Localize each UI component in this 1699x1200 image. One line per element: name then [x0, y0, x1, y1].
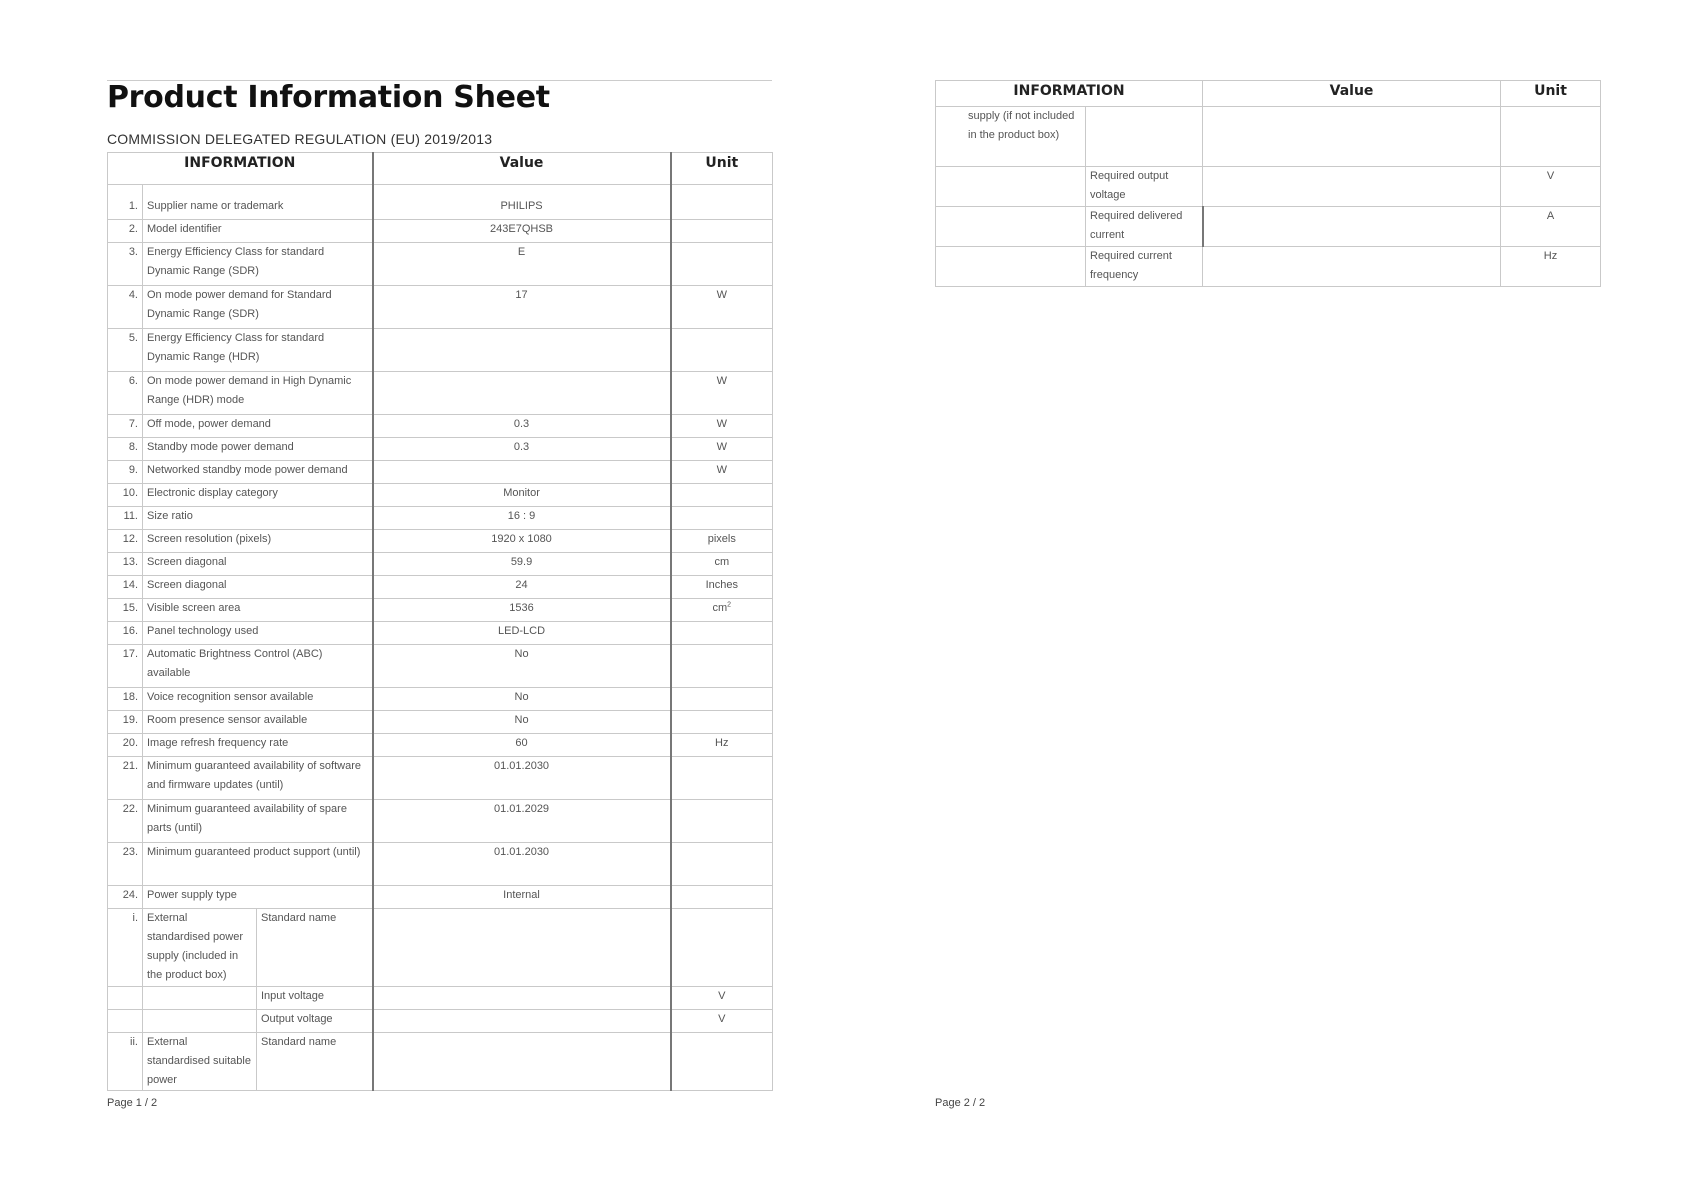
- empty-cell: [108, 1010, 143, 1033]
- row-number: 1.: [108, 185, 143, 220]
- row-label: Networked standby mode power demand: [143, 461, 373, 484]
- row-unit: [671, 599, 773, 622]
- row-unit: [671, 576, 773, 599]
- value-cell: [1203, 167, 1501, 207]
- row-value: Internal: [373, 886, 671, 909]
- table-row: [108, 372, 773, 415]
- row-value: 01.01.2030: [373, 757, 671, 800]
- sub-label-cell: [1086, 107, 1203, 167]
- row-value: No: [373, 645, 671, 688]
- sub-letter: i.: [108, 909, 143, 987]
- row-unit: [671, 438, 773, 461]
- row-value: 243E7QHSB: [373, 220, 671, 243]
- row-label: Minimum guaranteed availability of spare parts (until): [143, 800, 373, 843]
- table-row: [108, 987, 773, 1010]
- row-label: Energy Efficiency Class for standard Dynamic Range (SDR): [143, 243, 373, 286]
- row-unit: [671, 185, 773, 220]
- row-unit: [671, 461, 773, 484]
- row-unit: V: [671, 987, 773, 1010]
- table-row: [108, 243, 773, 286]
- empty-cell: [143, 1010, 257, 1033]
- row-label: On mode power demand for Standard Dynamic Range (SDR): [143, 286, 373, 329]
- row-number: 12.: [108, 530, 143, 553]
- row-value: 1920 x 1080: [373, 530, 671, 553]
- row-unit: [671, 711, 773, 734]
- row-number: 10.: [108, 484, 143, 507]
- unit-text: W: [716, 289, 727, 301]
- sub-item-label: Standard name: [257, 1033, 373, 1091]
- sub-label-cell: Required output voltage: [1086, 167, 1203, 207]
- table-row: [936, 207, 1601, 247]
- row-label: Panel technology used: [143, 622, 373, 645]
- row-label: Screen diagonal: [143, 553, 373, 576]
- row-number: 15.: [108, 599, 143, 622]
- row-number: 21.: [108, 757, 143, 800]
- row-unit: [671, 734, 773, 757]
- table-row: [108, 329, 773, 372]
- empty-cell: [143, 987, 257, 1010]
- sub-item-label: Output voltage: [257, 1010, 373, 1033]
- row-value: No: [373, 711, 671, 734]
- unit-text: pixels: [707, 533, 736, 545]
- unit-text: Hz: [715, 737, 729, 749]
- row-label: Screen resolution (pixels): [143, 530, 373, 553]
- row-label: On mode power demand in High Dynamic Range (HDR) mode: [143, 372, 373, 415]
- row-value: [373, 329, 671, 372]
- row-unit: [671, 220, 773, 243]
- row-label: Model identifier: [143, 220, 373, 243]
- table-row: [108, 622, 773, 645]
- table-row: [108, 415, 773, 438]
- unit-cell: [1501, 107, 1601, 167]
- row-number: 3.: [108, 243, 143, 286]
- row-value: 59.9: [373, 553, 671, 576]
- row-value: [373, 461, 671, 484]
- row-unit: [671, 645, 773, 688]
- page-number: Page 1 / 2: [107, 1097, 158, 1109]
- row-label: Voice recognition sensor available: [143, 688, 373, 711]
- table-row: [108, 484, 773, 507]
- row-value: E: [373, 243, 671, 286]
- table-row: [108, 843, 773, 886]
- row-label: Screen diagonal: [143, 576, 373, 599]
- value-cell: [1203, 247, 1501, 287]
- row-value: PHILIPS: [373, 185, 671, 220]
- row-number: 14.: [108, 576, 143, 599]
- row-label: Minimum guaranteed availability of software and firmware updates (until): [143, 757, 373, 800]
- table-row: [108, 599, 773, 622]
- unit-text: W: [716, 418, 727, 430]
- table-row: [108, 734, 773, 757]
- table-row: [108, 461, 773, 484]
- row-unit: [671, 843, 773, 886]
- row-value: 01.01.2030: [373, 843, 671, 886]
- sub-item-label: Standard name: [257, 909, 373, 987]
- row-unit: [671, 553, 773, 576]
- row-label: Automatic Brightness Control (ABC) available: [143, 645, 373, 688]
- row-value: [373, 987, 671, 1010]
- row-label: Electronic display category: [143, 484, 373, 507]
- column-header-unit: Unit: [671, 153, 773, 185]
- unit-text: cm: [712, 602, 728, 614]
- row-number: 22.: [108, 800, 143, 843]
- row-value: No: [373, 688, 671, 711]
- table-row: [108, 711, 773, 734]
- table-row: [108, 1010, 773, 1033]
- column-header-information: INFORMATION: [108, 153, 373, 185]
- row-label: Supplier name or trademark: [143, 185, 373, 220]
- row-number: 9.: [108, 461, 143, 484]
- value-cell: [1203, 207, 1501, 247]
- unit-cell: Hz: [1501, 247, 1601, 287]
- table-row: [108, 220, 773, 243]
- column-header-value: Value: [373, 153, 671, 185]
- column-header-information: INFORMATION: [936, 81, 1203, 107]
- column-header-unit: Unit: [1501, 81, 1601, 107]
- table-row: [108, 576, 773, 599]
- row-value: 1536: [373, 599, 671, 622]
- row-number: 7.: [108, 415, 143, 438]
- row-number: 13.: [108, 553, 143, 576]
- unit-superscript: 2: [727, 601, 732, 609]
- empty-cell: [108, 987, 143, 1010]
- row-number: 17.: [108, 645, 143, 688]
- table-row: [936, 167, 1601, 207]
- row-unit: [671, 622, 773, 645]
- row-unit: V: [671, 1010, 773, 1033]
- row-unit: [671, 243, 773, 286]
- row-number: 11.: [108, 507, 143, 530]
- sub-label-cell: Required current frequency: [1086, 247, 1203, 287]
- row-value: [373, 1033, 671, 1091]
- row-value: 0.3: [373, 415, 671, 438]
- table-row: [108, 800, 773, 843]
- row-number: 2.: [108, 220, 143, 243]
- row-unit: [671, 886, 773, 909]
- row-unit: [671, 372, 773, 415]
- product-info-table: [107, 152, 773, 1091]
- row-value: [373, 909, 671, 987]
- value-cell: [1203, 107, 1501, 167]
- unit-text: W: [716, 441, 727, 453]
- table-row: [108, 507, 773, 530]
- page-title: Product Information Sheet: [107, 80, 550, 115]
- info-cell: [936, 247, 1086, 287]
- info-cell: [936, 207, 1086, 247]
- unit-text: cm: [714, 556, 730, 568]
- row-value: 24: [373, 576, 671, 599]
- row-label: Power supply type: [143, 886, 373, 909]
- sub-label-cell: Required delivered current: [1086, 207, 1203, 247]
- table-row: [108, 286, 773, 329]
- row-number: 24.: [108, 886, 143, 909]
- continued-label: supply (if not included in the product box): [936, 107, 1086, 167]
- row-unit: [671, 329, 773, 372]
- row-value: LED-LCD: [373, 622, 671, 645]
- info-cell: [936, 167, 1086, 207]
- row-value: 0.3: [373, 438, 671, 461]
- sub-letter: ii.: [108, 1033, 143, 1091]
- table-row: [108, 530, 773, 553]
- row-number: 8.: [108, 438, 143, 461]
- column-header-value: Value: [1203, 81, 1501, 107]
- row-label: Room presence sensor available: [143, 711, 373, 734]
- row-unit: [671, 800, 773, 843]
- page-number: Page 2 / 2: [935, 1097, 986, 1109]
- unit-cell: V: [1501, 167, 1601, 207]
- row-unit: [671, 909, 773, 987]
- row-unit: [671, 688, 773, 711]
- table-row: [108, 688, 773, 711]
- row-value: 60: [373, 734, 671, 757]
- product-info-table-continued: [935, 80, 1601, 287]
- row-label: Image refresh frequency rate: [143, 734, 373, 757]
- row-number: 4.: [108, 286, 143, 329]
- row-label: Energy Efficiency Class for standard Dynamic Range (HDR): [143, 329, 373, 372]
- table-row: [108, 438, 773, 461]
- row-number: 16.: [108, 622, 143, 645]
- unit-cell: A: [1501, 207, 1601, 247]
- unit-text: W: [716, 464, 727, 476]
- sub-section-label: External standardised suitable power: [143, 1033, 257, 1091]
- table-row: [108, 757, 773, 800]
- row-label: Off mode, power demand: [143, 415, 373, 438]
- unit-text: W: [716, 375, 727, 387]
- row-unit: [671, 1033, 773, 1091]
- table-row: [108, 886, 773, 909]
- table-row: [108, 645, 773, 688]
- row-value: [373, 1010, 671, 1033]
- table-row: [108, 553, 773, 576]
- row-unit: [671, 507, 773, 530]
- row-value: 01.01.2029: [373, 800, 671, 843]
- row-number: 5.: [108, 329, 143, 372]
- sub-section-label: External standardised power supply (included in the product box): [143, 909, 257, 987]
- row-unit: [671, 530, 773, 553]
- row-unit: [671, 757, 773, 800]
- row-number: 18.: [108, 688, 143, 711]
- unit-text: Inches: [705, 579, 738, 591]
- row-number: 23.: [108, 843, 143, 886]
- row-value: Monitor: [373, 484, 671, 507]
- row-unit: [671, 415, 773, 438]
- row-unit: [671, 484, 773, 507]
- row-number: 20.: [108, 734, 143, 757]
- row-number: 6.: [108, 372, 143, 415]
- row-value: 17: [373, 286, 671, 329]
- row-value: [373, 372, 671, 415]
- row-label: Minimum guaranteed product support (until): [143, 843, 373, 886]
- table-row: [108, 185, 773, 220]
- row-value: 16 : 9: [373, 507, 671, 530]
- row-label: Standby mode power demand: [143, 438, 373, 461]
- row-unit: [671, 286, 773, 329]
- regulation-subtitle: COMMISSION DELEGATED REGULATION (EU) 2019/2013: [107, 131, 493, 147]
- row-label: Visible screen area: [143, 599, 373, 622]
- row-label: Size ratio: [143, 507, 373, 530]
- product-info-rows: [108, 185, 773, 1091]
- row-number: 19.: [108, 711, 143, 734]
- table-row: [108, 1033, 773, 1091]
- table-row: [936, 247, 1601, 287]
- sub-item-label: Input voltage: [257, 987, 373, 1010]
- table-row: [108, 909, 773, 987]
- table-row: [936, 107, 1601, 167]
